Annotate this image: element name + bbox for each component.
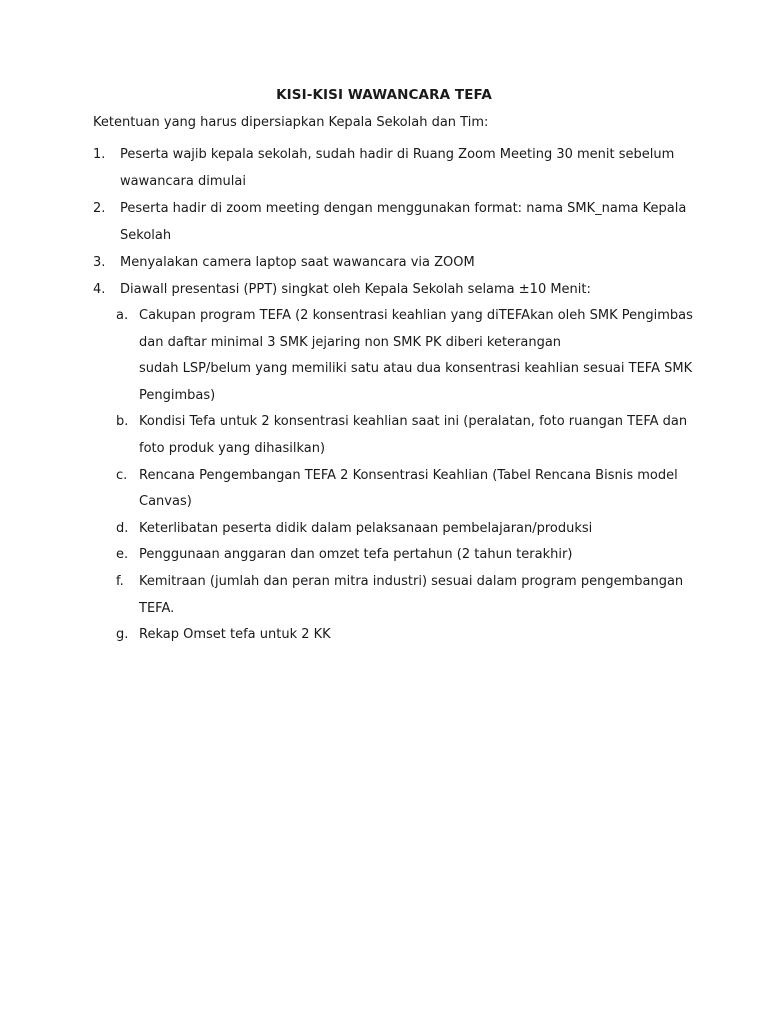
sublist-item [0, 622, 768, 649]
text-line: Canvas) [139, 494, 192, 510]
sublist-letter: e. [116, 547, 129, 563]
text-line: foto produk yang dihasilkan) [139, 440, 326, 456]
text-line: TEFA. [139, 600, 175, 616]
sublist-item [0, 516, 768, 543]
list-item-text [120, 195, 685, 249]
text-line: Cakupan program TEFA (2 konsentrasi keahlian yang diTEFAkan oleh SMK Pengimbas [139, 308, 693, 323]
text-line: Diawall presentasi (PPT) singkat oleh Kepala Sekolah selama ±10 Menit: [120, 282, 591, 297]
list-item-text [120, 141, 685, 195]
list-item-text [120, 249, 685, 276]
document-title: KISI-KISI WAWANCARA TEFA [276, 87, 492, 103]
intro-text: Ketentuan yang harus dipersiapkan Kepala Sekolah dan Tim: [93, 115, 489, 130]
text-line: sudah LSP/belum yang memiliki satu atau dua konsentrasi keahlian sesuai TEFA SMK [139, 361, 693, 377]
list-item [0, 195, 768, 249]
list-item [0, 249, 768, 276]
sublist-letter: d. [116, 520, 129, 536]
text-line: Peserta wajib kepala sekolah, sudah hadir di Ruang Zoom Meeting 30 menit sebelum [120, 147, 675, 162]
text-line: Kondisi Tefa untuk 2 konsentrasi keahlian saat ini (peralatan, foto ruangan TEFA dan [139, 414, 688, 430]
sublist-item-text [139, 516, 679, 543]
sublist-item-text [139, 463, 679, 516]
list-number: 3. [93, 255, 106, 270]
text-line: Rekap Omset tefa untuk 2 KK [139, 627, 331, 643]
text-line: Pengimbas) [139, 387, 216, 403]
sublist-item [0, 409, 768, 462]
sublist-item-text [139, 303, 693, 409]
list-item-text [120, 276, 685, 303]
sublist-letter: c. [116, 467, 128, 483]
text-line: wawancara dimulai [120, 174, 246, 189]
sublist-item-text [139, 569, 684, 622]
text-line: Rencana Pengembangan TEFA 2 Konsentrasi Keahlian (Tabel Rencana Bisnis model [139, 467, 678, 483]
list-item [0, 141, 768, 195]
sublist-letter: g. [116, 627, 129, 643]
list-number: 2. [93, 201, 106, 216]
sublist-item [0, 303, 768, 409]
sublist-item-text [139, 409, 688, 462]
text-line: Penggunaan anggaran dan omzet tefa pertahun (2 tahun terakhir) [139, 547, 573, 563]
sublist-item [0, 463, 768, 516]
text-line: Kemitraan (jumlah dan peran mitra industri) sesuai dalam program pengembangan [139, 573, 684, 589]
sublist-item-text [139, 622, 679, 649]
sublist-letter: b. [116, 414, 129, 430]
text-line: Keterlibatan peserta didik dalam pelaksanaan pembelajaran/produksi [139, 520, 593, 536]
sublist-item [0, 542, 768, 569]
sublist-item [0, 569, 768, 622]
text-line: Peserta hadir di zoom meeting dengan menggunakan format: nama SMK_nama Kepala [120, 201, 687, 216]
sublist-letter: f. [116, 573, 124, 589]
text-line: Sekolah [120, 228, 172, 243]
presentation-sublist [0, 303, 768, 649]
requirements-list [0, 141, 768, 649]
list-number: 4. [93, 282, 106, 297]
list-item [0, 276, 768, 649]
list-number: 1. [93, 147, 106, 162]
text-line: Menyalakan camera laptop saat wawancara via ZOOM [120, 255, 475, 270]
sublist-item-text [139, 542, 679, 569]
sublist-letter: a. [116, 308, 129, 323]
text-line: dan daftar minimal 3 SMK jejaring non SMK PK diberi keterangan [139, 334, 562, 350]
